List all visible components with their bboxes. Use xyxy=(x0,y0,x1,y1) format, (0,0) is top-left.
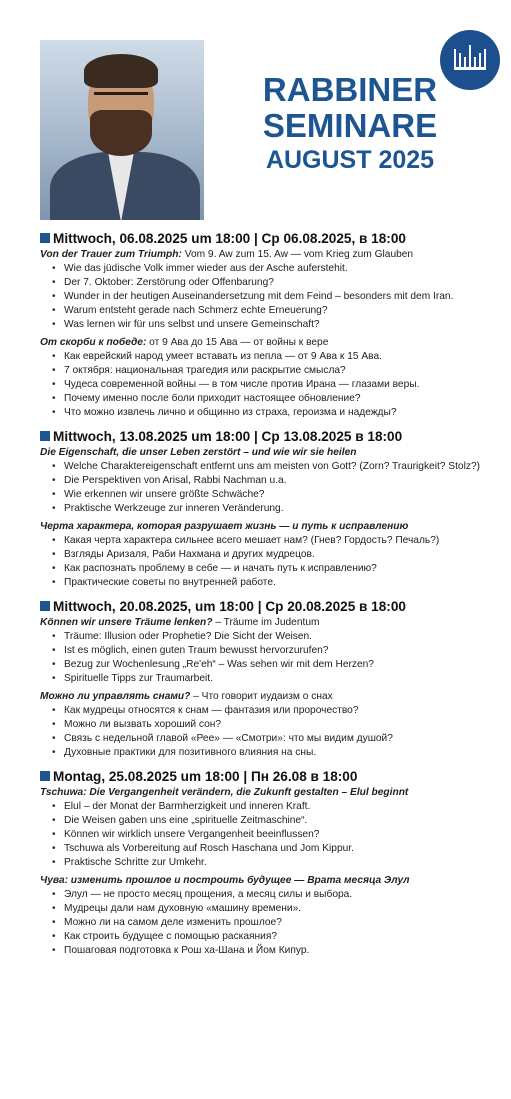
list-item: • Träume: Illusion oder Prophetie? Die Sicht der Weisen. xyxy=(64,630,511,644)
list-item: • Мудрецы дали нам духовную «машину времени». xyxy=(64,902,511,916)
rabbi-portrait xyxy=(40,40,204,220)
list-item: • Warum entsteht gerade nach Schmerz echte Erneuerung? xyxy=(64,304,511,318)
list-item: • Ist es möglich, einen guten Traum bewusst hervorzurufen? xyxy=(64,644,511,658)
list-item: • Элул — не просто месяц прощения, а месяц силы и выбора. xyxy=(64,888,511,902)
menorah-icon xyxy=(454,46,486,70)
community-logo xyxy=(440,30,500,90)
list-item: • Können wir wirklich unsere Vergangenheit beeinflussen? xyxy=(64,828,511,842)
list-item: • Как строить будущее с помощью раскаяния? xyxy=(64,930,511,944)
list-item: • Wie das jüdische Volk immer wieder aus der Asche auferstehit. xyxy=(64,262,511,276)
title-line-2: SEMINARE xyxy=(262,106,438,144)
list-item: • Можно ли на самом деле изменить прошлое? xyxy=(64,916,511,930)
topic-de-list xyxy=(40,630,511,686)
topic-ru: Можно ли управлять снами? – Что говорит иудаизм о снах xyxy=(40,691,333,702)
square-bullet-icon xyxy=(40,431,50,441)
list-item: • Духовные практики для позитивного влияния на сны. xyxy=(64,746,511,760)
list-item: • Какая черта характера сильнее всего мешает нам? (Гнев? Гордость? Печаль?) xyxy=(64,534,511,548)
list-item: • Wie erkennen wir unsere größte Schwäche? xyxy=(64,488,511,502)
list-item: • Как мудрецы относятся к снам — фантазия или пророчество? xyxy=(64,704,511,718)
list-item: • Взгляды Аризаля, Раби Нахмана и других мудрецов. xyxy=(64,548,511,562)
topic-ru-list xyxy=(40,350,511,420)
section-heading: Mittwoch, 13.08.2025 um 18:00 | Ср 13.08.2025 в 18:00 xyxy=(40,426,511,446)
list-item: • Spirituelle Tipps zur Traumarbeit. xyxy=(64,672,511,686)
list-item: • Можно ли вызвать хороший сон? xyxy=(64,718,511,732)
list-item: • Что можно извлечь лично и общинно из страха, героизма и надежды? xyxy=(64,406,511,420)
list-item: • Wunder in der heutigen Auseinandersetzung mit dem Feind – besonders mit dem Iran. xyxy=(64,290,511,304)
list-item: • Praktische Schritte zur Umkehr. xyxy=(64,856,511,870)
page-header xyxy=(0,0,511,225)
list-item: • Связь с недельной главой «Рее» — «Смотри»: что мы видим душой? xyxy=(64,732,511,746)
portrait-glasses xyxy=(94,92,148,106)
list-item: • 7 октября: национальная трагедия или раскрытие смысла? xyxy=(64,364,511,378)
topic-de-list xyxy=(40,800,511,870)
topic-de: Die Eigenschaft, die unser Leben zerstört – und wie wir sie heilen xyxy=(40,447,357,458)
title-line-1: RABBINER xyxy=(262,71,438,108)
topic-ru: Чува: изменить прошлое и построить будущее — Врата месяца Элул xyxy=(40,875,410,886)
list-item: • Praktische Werkzeuge zur inneren Veränderung. xyxy=(64,502,511,516)
list-item: • Tschuwa als Vorbereitung auf Rosch Haschana und Jom Kippur. xyxy=(64,842,511,856)
list-item: • Как еврейский народ умеет вставать из пепла — от 9 Ава к 15 Ава. xyxy=(64,350,511,364)
list-item: • Die Perspektiven von Arisal, Rabbi Nachman u.a. xyxy=(64,474,511,488)
list-item: • Die Weisen gaben uns eine „spirituelle Zeitmaschine“. xyxy=(64,814,511,828)
topic-de: Können wir unsere Träume lenken? – Träume im Judentum xyxy=(40,617,320,628)
list-item: • Чудеса современной войны — в том числе против Ирана — глазами веры. xyxy=(64,378,511,392)
list-item: • Практические советы по внутренней работе. xyxy=(64,576,511,590)
topic-ru: От скорби к победе: от 9 Ава до 15 Ава — от войны к вере xyxy=(40,337,329,348)
seminar-list xyxy=(40,228,511,958)
list-item: • Elul – der Monat der Barmherzigkeit und inneren Kraft. xyxy=(64,800,511,814)
list-item: • Bezug zur Wochenlesung „Re'eh“ – Was sehen wir mit dem Herzen? xyxy=(64,658,511,672)
list-item: • Как распознать проблему в себе — и начать путь к исправлению? xyxy=(64,562,511,576)
portrait-hair xyxy=(84,54,158,88)
square-bullet-icon xyxy=(40,601,50,611)
list-item: • Was lernen wir für uns selbst und unsere Gemeinschaft? xyxy=(64,318,511,332)
topic-ru-list xyxy=(40,704,511,760)
section-heading: Montag, 25.08.2025 um 18:00 | Пн 26.08 в 18:00 xyxy=(40,766,511,786)
title-line-3: AUGUST 2025 xyxy=(265,146,435,175)
topic-ru-list xyxy=(40,534,511,590)
square-bullet-icon xyxy=(40,771,50,781)
list-item: • Почему именно после боли приходит настоящее обновление? xyxy=(64,392,511,406)
topic-de: Tschuwa: Die Vergangenheit verändern, die Zukunft gestalten – Elul beginnt xyxy=(40,787,409,798)
topic-de-list xyxy=(40,460,511,516)
list-item: • Пошаговая подготовка к Рош ха-Шана и Йом Кипур. xyxy=(64,944,511,958)
section-heading: Mittwoch, 20.08.2025, um 18:00 | Ср 20.08.2025 в 18:00 xyxy=(40,596,511,616)
topic-de: Von der Trauer zum Triumph: Vom 9. Aw zum 15. Aw — vom Krieg zum Glauben xyxy=(40,249,414,260)
topic-de-list xyxy=(40,262,511,332)
page-title xyxy=(230,72,470,174)
portrait-beard xyxy=(90,110,152,156)
square-bullet-icon xyxy=(40,233,50,243)
section-heading: Mittwoch, 06.08.2025 um 18:00 | Ср 06.08.2025, в 18:00 xyxy=(40,228,511,248)
topic-ru-list xyxy=(40,888,511,958)
list-item: • Der 7. Oktober: Zerstörung oder Offenbarung? xyxy=(64,276,511,290)
topic-ru: Черта характера, которая разрушает жизнь — и путь к исправлению xyxy=(40,521,409,532)
list-item: • Welche Charaktereigenschaft entfernt uns am meisten von Gott? (Zorn? Traurigkeit? Stolz?) xyxy=(64,460,511,474)
